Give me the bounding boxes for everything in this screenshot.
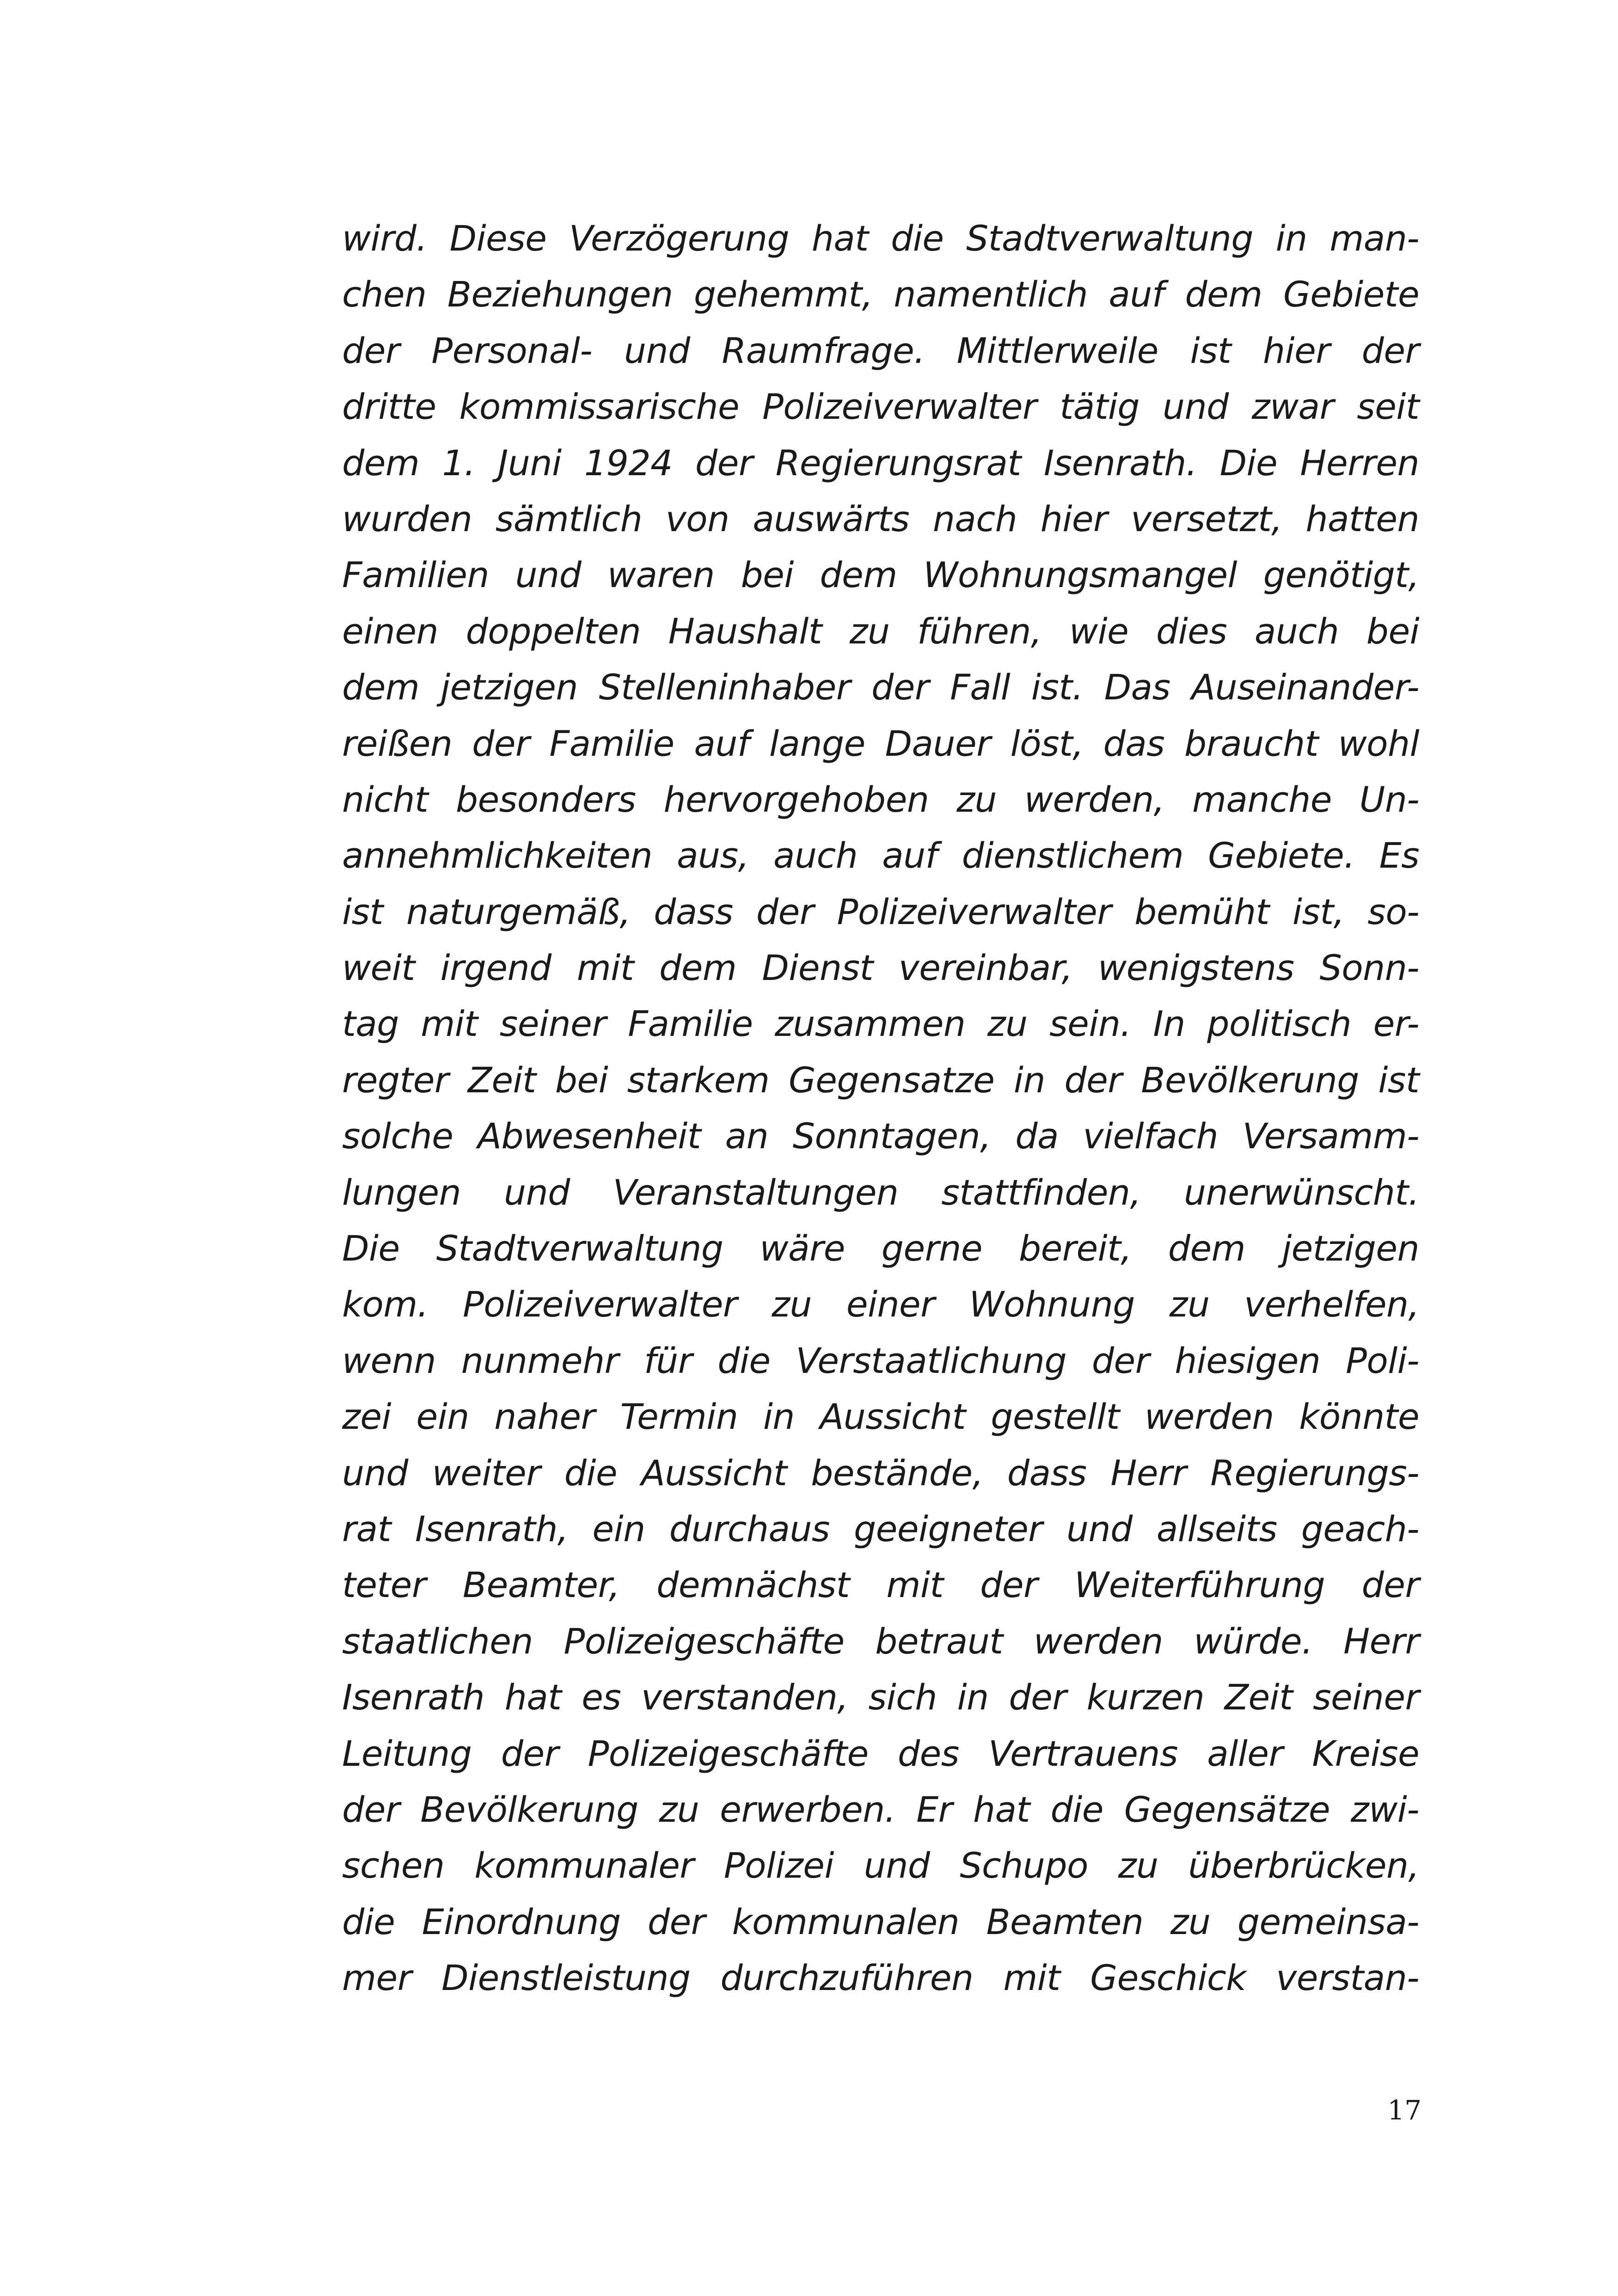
text-line: chen Beziehungen gehemmt, namentlich auf dem Gebiete [342, 274, 1419, 315]
text-line: regter Zeit bei starkem Gegensatze in der Bevölkerung ist [342, 1059, 1419, 1101]
text-line: staatlichen Polizeigeschäfte betraut werden würde. Herr [342, 1620, 1419, 1662]
text-line: schen kommunaler Polizei und Schupo zu überbrücken, [342, 1845, 1419, 1886]
text-line: lungen und Veranstaltungen stattfinden, unerwünscht. [342, 1171, 1419, 1213]
text-line: solche Abwesenheit an Sonntagen, da vielfach Versamm- [342, 1115, 1419, 1157]
text-line: kom. Polizeiverwalter zu einer Wohnung zu verhelfen, [342, 1284, 1419, 1325]
text-line: der Bevölkerung zu erwerben. Er hat die Gegensätze zwi- [342, 1788, 1419, 1830]
body-text [342, 210, 1419, 2006]
text-line: wenn nunmehr für die Verstaatlichung der hiesigen Poli- [342, 1340, 1419, 1381]
text-line: die Einordnung der kommunalen Beamten zu gemeinsa- [342, 1901, 1419, 1942]
text-line: nicht besonders hervorgehoben zu werden, manche Un- [342, 778, 1419, 820]
text-line: Familien und waren bei dem Wohnungsmangel genötigt, [342, 554, 1419, 596]
text-line: tag mit seiner Familie zusammen zu sein. In politisch er- [342, 1003, 1419, 1045]
text-line: mer Dienstleistung durchzuführen mit Geschick verstan- [342, 1957, 1419, 1999]
text-line: dem jetzigen Stelleninhaber der Fall ist. Das Auseinander- [342, 667, 1419, 708]
text-line: wird. Diese Verzögerung hat die Stadtverwaltung in man- [342, 218, 1419, 259]
text-line: Die Stadtverwaltung wäre gerne bereit, dem jetzigen [342, 1228, 1419, 1269]
text-line: teter Beamter, demnächst mit der Weiterführung der [342, 1564, 1419, 1606]
text-line: wurden sämtlich von auswärts nach hier versetzt, hatten [342, 498, 1419, 539]
text-line: und weiter die Aussicht bestände, dass Herr Regierungs- [342, 1452, 1419, 1494]
text-line: zei ein naher Termin in Aussicht gestellt werden könnte [342, 1396, 1419, 1438]
text-line: Leitung der Polizeigeschäfte des Vertrauens aller Kreise [342, 1733, 1419, 1774]
page-number: 17 [1387, 2094, 1422, 2126]
text-line: einen doppelten Haushalt zu führen, wie dies auch bei [342, 610, 1419, 652]
text-line: annehmlichkeiten aus, auch auf dienstlichem Gebiete. Es [342, 835, 1419, 876]
text-line: weit irgend mit dem Dienst vereinbar, wenigstens Sonn- [342, 947, 1419, 989]
text-line: reißen der Familie auf lange Dauer löst, das braucht wohl [342, 722, 1419, 764]
text-line: dritte kommissarische Polizeiverwalter tätig und zwar seit [342, 386, 1419, 428]
text-line: dem 1. Juni 1924 der Regierungsrat Isenrath. Die Herren [342, 442, 1419, 484]
text-line: ist naturgemäß, dass der Polizeiverwalter bemüht ist, so- [342, 891, 1419, 932]
text-line: rat Isenrath, ein durchaus geeigneter und allseits geach- [342, 1508, 1419, 1549]
text-line: der Personal- und Raumfrage. Mittlerweile ist hier der [342, 330, 1419, 371]
text-line: Isenrath hat es verstanden, sich in der kurzen Zeit seiner [342, 1677, 1419, 1718]
